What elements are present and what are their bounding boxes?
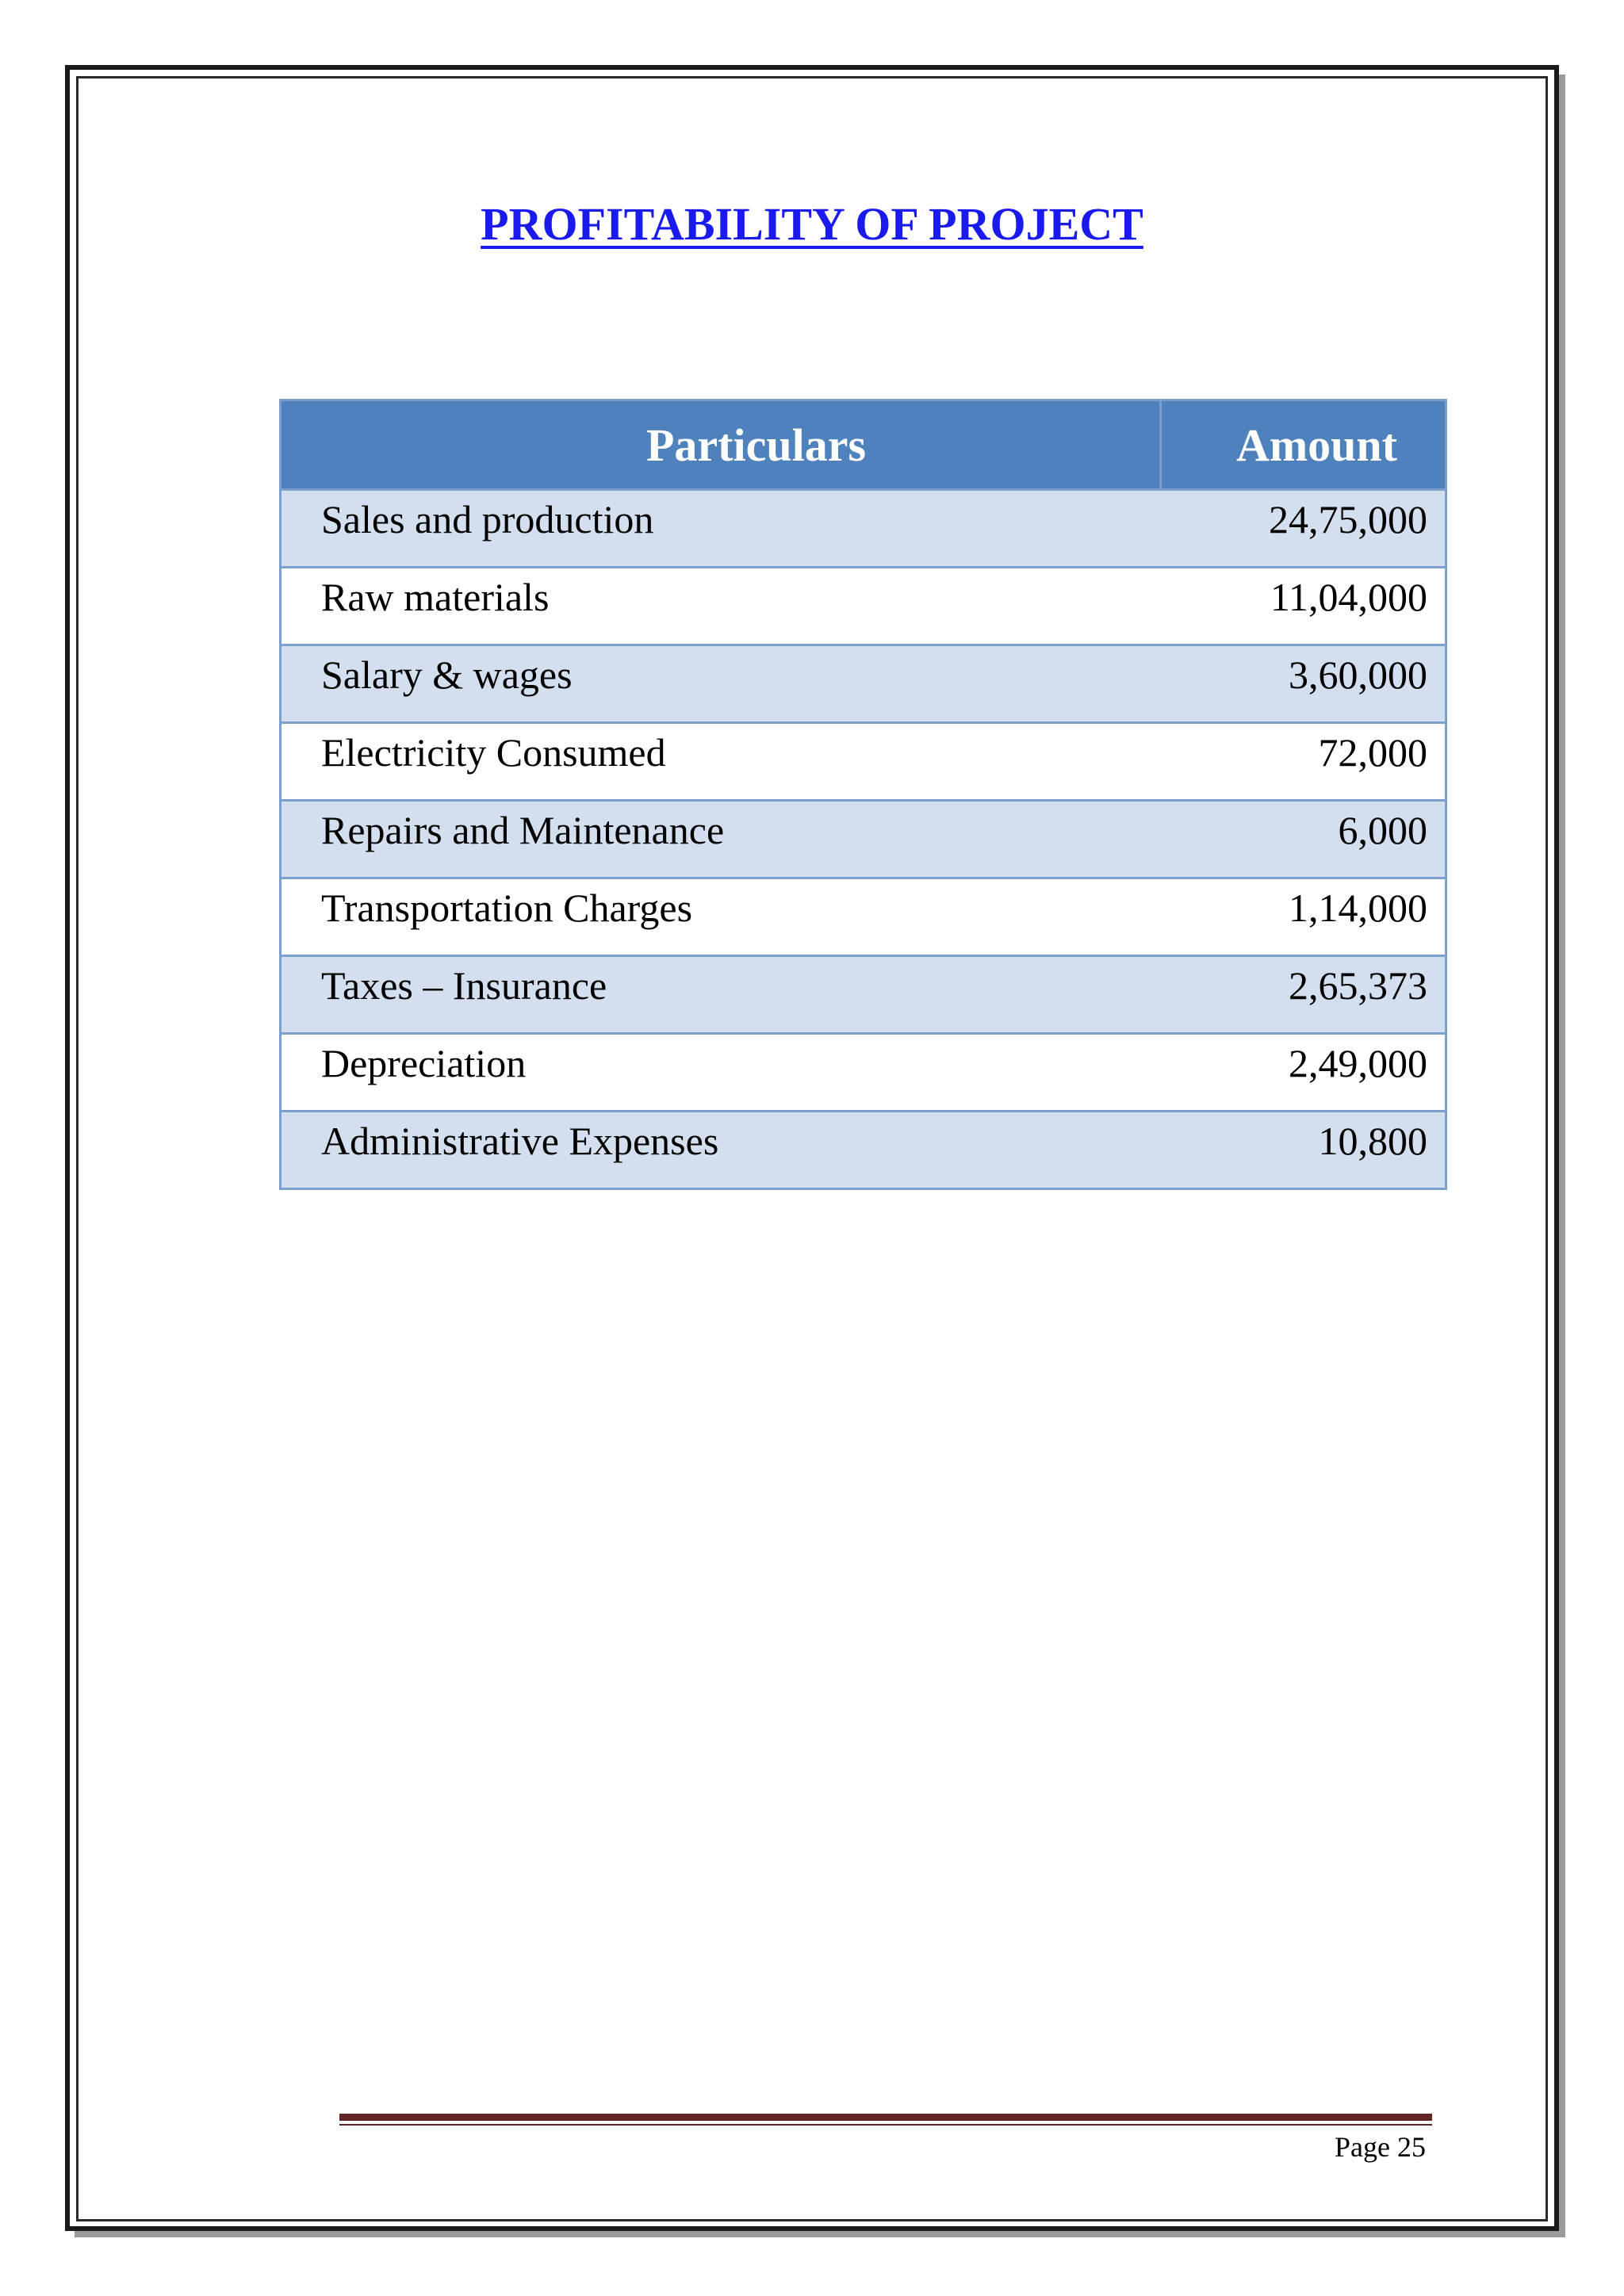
table-row [281,645,1446,723]
particular-cell: Sales and production [281,490,1161,568]
amount-cell: 6,000 [1161,801,1446,878]
table-row [281,568,1446,645]
particular-cell: Depreciation [281,1034,1161,1112]
particular-cell: Repairs and Maintenance [281,801,1161,878]
amount-cell: 3,60,000 [1161,645,1446,723]
table-row [281,801,1446,878]
particular-cell: Raw materials [281,568,1161,645]
amount-cell: 1,14,000 [1161,878,1446,956]
page-title: PROFITABILITY OF PROJECT [481,198,1143,250]
table-row [281,1112,1446,1189]
profitability-table [279,399,1447,1190]
amount-cell: 11,04,000 [1161,568,1446,645]
particular-cell: Taxes – Insurance [281,956,1161,1034]
amount-cell: 2,65,373 [1161,956,1446,1034]
amount-cell: 72,000 [1161,723,1446,801]
table-header-row [281,400,1446,490]
header-particulars: Particulars [281,400,1161,490]
particular-cell: Administrative Expenses [281,1112,1161,1189]
table-row [281,878,1446,956]
footer-divider [339,2114,1432,2121]
particular-cell: Electricity Consumed [281,723,1161,801]
particular-cell: Salary & wages [281,645,1161,723]
amount-cell: 2,49,000 [1161,1034,1446,1112]
page-number: Page 25 [1335,2131,1426,2163]
particular-cell: Transportation Charges [281,878,1161,956]
footer-divider-thin [339,2124,1432,2126]
table-row [281,956,1446,1034]
table-row [281,1034,1446,1112]
amount-cell: 24,75,000 [1161,490,1446,568]
header-amount: Amount [1161,400,1446,490]
table-row [281,490,1446,568]
amount-cell: 10,800 [1161,1112,1446,1189]
table-row [281,723,1446,801]
